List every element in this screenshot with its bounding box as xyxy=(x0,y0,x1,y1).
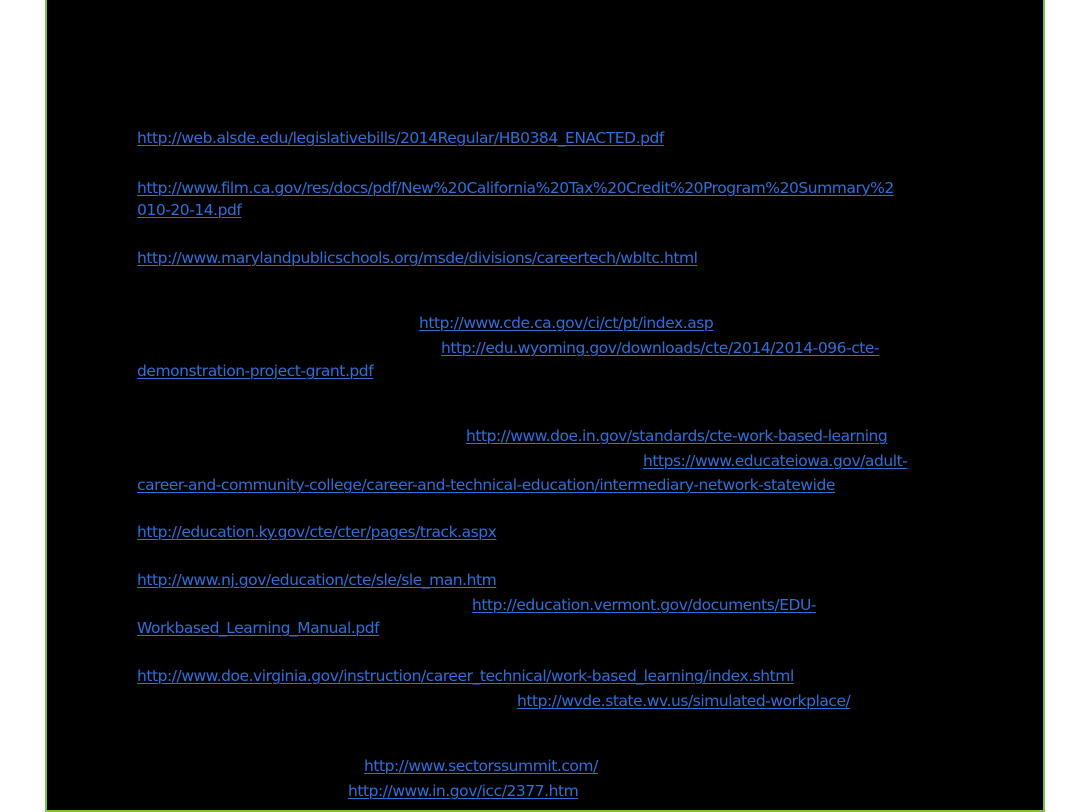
link-virginia-wbl[interactable]: http://www.doe.virginia.gov/instruction/career_technical/work-based_learning/index.shtml xyxy=(137,667,794,685)
link-educateiowa[interactable]: https://www.educateiowa.gov/adult- xyxy=(643,452,908,470)
link-doe-in-wbl[interactable]: http://www.doe.in.gov/standards/cte-work-based-learning xyxy=(466,427,888,445)
link-vermont-wbl-manual-cont[interactable]: Workbased_Learning_Manual.pdf xyxy=(137,619,380,637)
link-maryland-wbltc[interactable]: http://www.marylandpublicschools.org/msde/divisions/careertech/wbltc.html xyxy=(137,249,698,267)
link-wyoming-cte-grant[interactable]: http://edu.wyoming.gov/downloads/cte/2014/2014-096-cte- xyxy=(441,339,880,357)
document-page xyxy=(45,0,1045,812)
link-wyoming-cte-grant-cont[interactable]: demonstration-project-grant.pdf xyxy=(137,362,374,380)
link-in-icc[interactable]: http://www.in.gov/icc/2377.htm xyxy=(348,782,579,800)
link-cde-ca-pt[interactable]: http://www.cde.ca.gov/ci/ct/pt/index.asp xyxy=(419,314,714,332)
link-alsde-hb0384[interactable]: http://web.alsde.edu/legislativebills/2014Regular/HB0384_ENACTED.pdf xyxy=(137,129,664,147)
link-educateiowa-cont[interactable]: career-and-community-college/career-and-technical-education/intermediary-network-statewide xyxy=(137,476,835,494)
link-wvde-simulated-workplace[interactable]: http://wvde.state.wv.us/simulated-workplace/ xyxy=(517,692,851,710)
link-vermont-wbl-manual[interactable]: http://education.vermont.gov/documents/EDU- xyxy=(472,596,817,614)
link-kentucky-track[interactable]: http://education.ky.gov/cte/cter/pages/track.aspx xyxy=(137,523,497,541)
link-nj-sle-manual[interactable]: http://www.nj.gov/education/cte/sle/sle_man.htm xyxy=(137,571,497,589)
link-film-ca-tax-credit[interactable]: http://www.film.ca.gov/res/docs/pdf/New%20California%20Tax%20Credit%20Program%20Summary%2 xyxy=(137,179,894,197)
link-film-ca-tax-credit-cont[interactable]: 010-20-14.pdf xyxy=(137,201,242,219)
link-sectors-summit[interactable]: http://www.sectorssummit.com/ xyxy=(364,757,598,775)
